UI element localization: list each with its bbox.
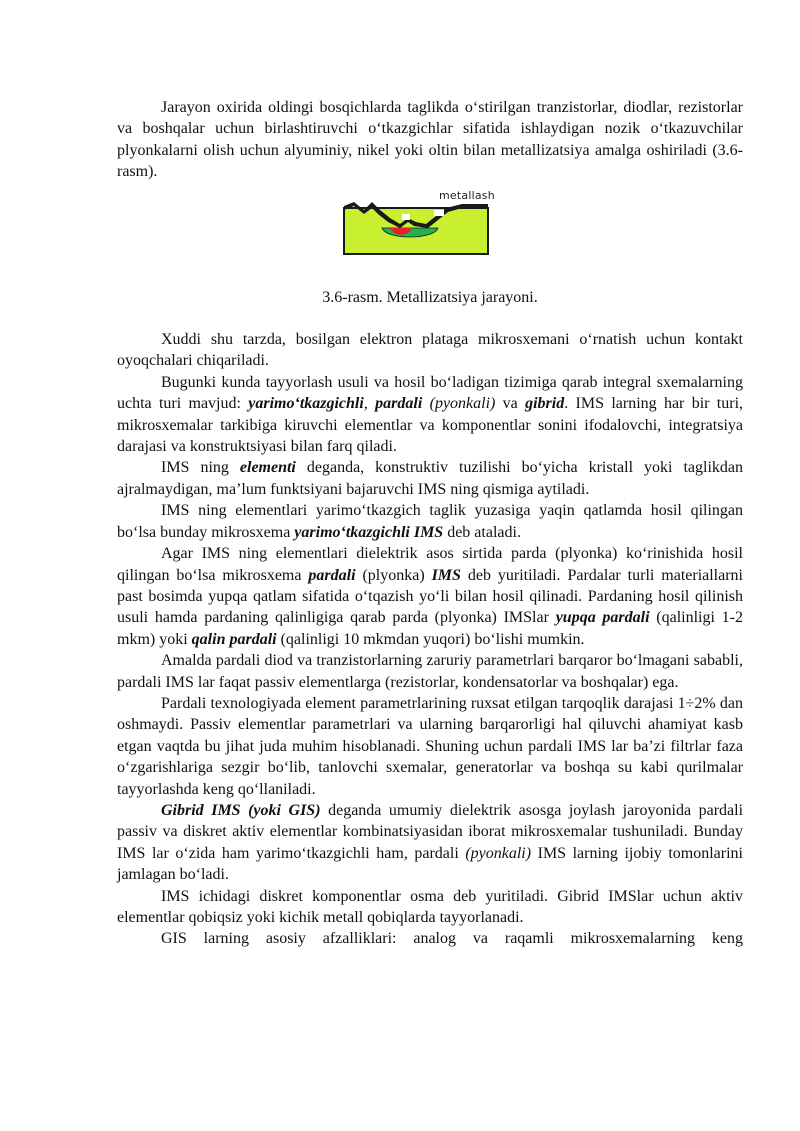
document-page xyxy=(117,97,743,950)
paragraph-semiconductor-ims: IMS ning elementlari yarimo‘tkazgich taglik yuzasiga yaqin qatlamda hosil qilingan bo‘lsa bunday mikrosxema yarimo‘tkazgichli IMS deb ataladi. xyxy=(117,502,743,541)
figure-metallization xyxy=(117,183,743,287)
paragraph-tolerance: Pardali texnologiyada element parametrlarining ruxsat etilgan tarqoqlik darajasi 1÷2% dan oshmaydi. Passiv elementlar parametrlari va ularning barqarorligi hal qiluvchi ahamiyat kasb etgan vaqtda bu jihat juda muhim hisoblanadi. Shuning uchun pardali IMS lar ba’zi filtrlar faza o‘zgarishlariga sezgir bo‘lib, tanlovchi sxemalar, generatorlar va boshqa su kabi qurilmalar tayyorlashda keng qo‘llaniladi. xyxy=(117,694,743,798)
paragraph-intro: Jarayon oxirida oldingi bosqichlarda taglikda o‘stirilgan tranzistorlar, diodlar, rezistorlar va boshqalar uchun birlashtiruvchi o‘tkazgichlar sifatida ishlaydigan nozik o‘tkazuvchilar plyonkalarni olish uchun alyuminiy, nikel yoki oltin bilan metallizatsiya amalga oshiriladi (3.6-rasm). xyxy=(117,99,743,181)
spacer xyxy=(117,308,743,329)
metallization-diagram xyxy=(342,200,492,256)
paragraph-element: IMS ning elementi deganda, konstruktiv tuzilishi bo‘yicha kristall yoki taglikdan ajralmaydigan, ma’lum funktsiyani bajaruvchi IMS ning qismiga aytiladi. xyxy=(117,459,743,498)
paragraph-advantages: GIS larning asosiy afzalliklari: analog va raqamli mikrosxemalarning keng xyxy=(161,930,743,948)
paragraph-passive: Amalda pardali diod va tranzistorlarning zaruriy parametrlari barqaror bo‘lmagani sababli, pardali IMS lar faqat passiv elementlarga (rezistorlar, kondensatorlar va boshqalar) ega. xyxy=(117,652,743,691)
paragraph-discrete: IMS ichidagi diskret komponentlar osma deb yuritiladi. Gibrid IMSlar uchun aktiv elementlar qobiqsiz yoki kichik metall qobiqlarda tayyorlanadi. xyxy=(117,887,743,926)
opening-right xyxy=(434,210,444,216)
opening-left xyxy=(402,214,410,220)
paragraph-hybrid: Gibrid IMS (yoki GIS) deganda umumiy dielektrik asosga joylash jaroyonida pardali passiv va diskret aktiv elementlar kombinatsiyasidan iborat mikrosxemalar tushuniladi. Bunday IMS lar o‘zida ham yarimo‘tkazgichli ham, pardali (pyonkali) IMS larning ijobiy tomonlarini jamlagan bo‘ladi. xyxy=(117,801,744,884)
paragraph-film-ims: Agar IMS ning elementlari dielektrik asos sirtida parda (plyonka) ko‘rinishida hosil qilingan bo‘lsa mikrosxema pardali (plyonka) IMS deb yuritiladi. Pardalar turli materiallarni past bosimda yupqa qatlam sifatida o‘tqazish yo‘li bilan hosil qilinadi. Pardaning hosil qilinish usuli hamda pardaning qalinligiga qarab parda (plyonka) IMSlar yupqa pardali (qalinligi 1-2 mkm) yoki qalin pardali (qalinligi 10 mkmdan yuqori) bo‘lishi mumkin. xyxy=(117,545,744,648)
figure-label: metallash xyxy=(439,188,495,202)
paragraph-contacts: Xuddi shu tarzda, bosilgan elektron plataga mikrosxemani o‘rnatish uchun kontakt oyoqchalari chiqariladi. xyxy=(117,331,743,370)
figure-caption: 3.6-rasm. Metallizatsiya jarayoni. xyxy=(322,288,538,306)
paragraph-types: Bugunki kunda tayyorlash usuli va hosil bo‘ladigan tizimiga qarab integral sxemalarning uchta turi mavjud: yarimo‘tkazgichli, pardali (pyonkali) va gibrid. IMS larning har bir turi, mikrosxemalar tarkibiga kiruvchi elementlar va komponentlar sonini ifodalovchi, integratsiya darajasi va konstruktsiyasi bilan farq qiladi. xyxy=(117,373,744,456)
